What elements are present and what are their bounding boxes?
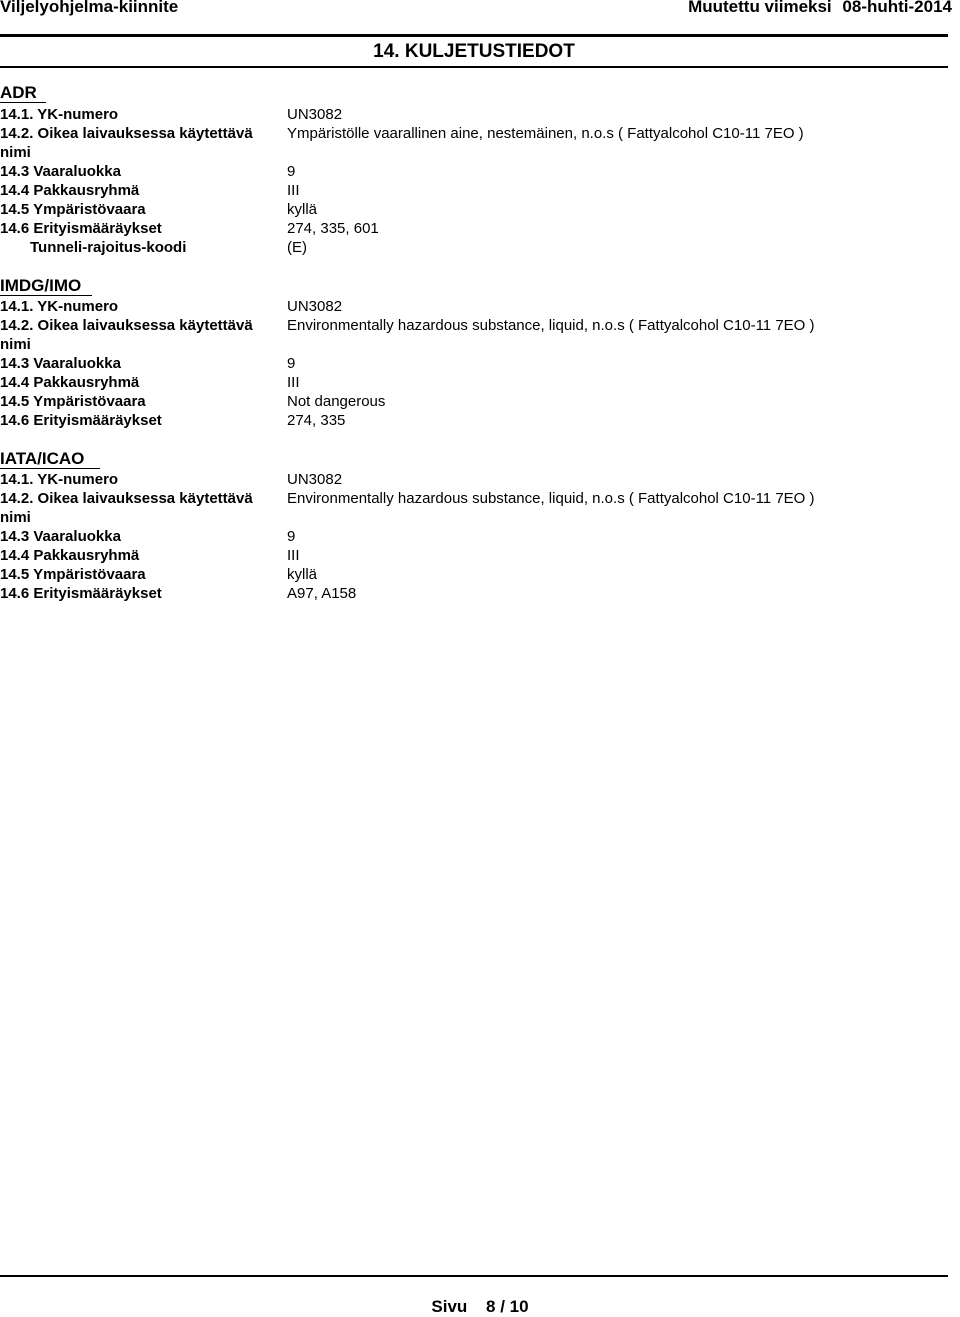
imdg-class-label: 14.3 Vaaraluokka bbox=[0, 355, 121, 372]
imdg-special-label: 14.6 Erityismääräykset bbox=[0, 412, 162, 429]
imdg-un-label: 14.1. YK-numero bbox=[0, 298, 119, 315]
imdg-pack-label: 14.4 Pakkausryhmä bbox=[0, 374, 140, 391]
imdg-class-value: 9 bbox=[287, 355, 296, 372]
iata-un-label: 14.1. YK-numero bbox=[0, 471, 119, 488]
adr-pack-label: 14.4 Pakkausryhmä bbox=[0, 182, 140, 199]
section-title: 14. KULJETUSTIEDOT bbox=[373, 41, 575, 62]
adr-name-label: 14.2. Oikea laivauksessa käytettävä bbox=[0, 125, 253, 142]
modified-date: 08-huhti-2014 bbox=[842, 0, 952, 16]
adr-heading: ADR bbox=[0, 83, 37, 102]
imdg-env-value: Not dangerous bbox=[287, 393, 386, 410]
adr-un-label: 14.1. YK-numero bbox=[0, 106, 119, 123]
modified-label: Muutettu viimeksi bbox=[688, 0, 832, 16]
adr-tunnel-value: (E) bbox=[287, 239, 307, 256]
iata-class-label: 14.3 Vaaraluokka bbox=[0, 528, 121, 545]
imdg-heading: IMDG/IMO bbox=[0, 276, 82, 295]
adr-env-label: 14.5 Ympäristövaara bbox=[0, 201, 146, 218]
imdg-special-value: 274, 335 bbox=[287, 412, 346, 429]
adr-name-value: Ympäristölle vaarallinen aine, nestemäinen, n.o.s ( Fattyalcohol C10-11 7EO ) bbox=[287, 125, 804, 142]
imdg-un-value: UN3082 bbox=[287, 298, 343, 315]
adr-tunnel-label: Tunneli-rajoitus-koodi bbox=[30, 239, 187, 256]
imdg-heading-underline bbox=[0, 295, 92, 296]
document-title: Viljelyohjelma-kiinnite bbox=[0, 0, 179, 16]
section-title-rule bbox=[0, 66, 948, 68]
adr-name-cont: nimi bbox=[0, 144, 31, 161]
iata-name-label: 14.2. Oikea laivauksessa käytettävä bbox=[0, 490, 253, 507]
header-rule bbox=[0, 34, 948, 37]
footer-rule bbox=[0, 1275, 948, 1277]
iata-class-value: 9 bbox=[287, 528, 296, 545]
page-label: Sivu bbox=[431, 1297, 468, 1316]
iata-heading: IATA/ICAO bbox=[0, 449, 85, 468]
adr-env-value: kyllä bbox=[287, 201, 318, 218]
imdg-name-label: 14.2. Oikea laivauksessa käytettävä bbox=[0, 317, 253, 334]
modified-info bbox=[688, 0, 952, 17]
imdg-env-label: 14.5 Ympäristövaara bbox=[0, 393, 146, 410]
iata-heading-underline bbox=[0, 468, 100, 469]
imdg-name-value: Environmentally hazardous substance, liquid, n.o.s ( Fattyalcohol C10-11 7EO ) bbox=[287, 317, 815, 334]
iata-pack-value: III bbox=[287, 547, 300, 564]
imdg-name-cont: nimi bbox=[0, 336, 31, 353]
adr-class-label: 14.3 Vaaraluokka bbox=[0, 163, 121, 180]
adr-pack-value: III bbox=[287, 182, 300, 199]
page-footer bbox=[0, 1297, 960, 1317]
adr-special-label: 14.6 Erityismääräykset bbox=[0, 220, 162, 237]
page-number: 8 / 10 bbox=[486, 1297, 529, 1316]
adr-class-value: 9 bbox=[287, 163, 296, 180]
iata-special-value: A97, A158 bbox=[287, 585, 357, 602]
iata-name-cont: nimi bbox=[0, 509, 31, 526]
iata-name-value: Environmentally hazardous substance, liquid, n.o.s ( Fattyalcohol C10-11 7EO ) bbox=[287, 490, 815, 507]
iata-un-value: UN3082 bbox=[287, 471, 343, 488]
adr-special-value: 274, 335, 601 bbox=[287, 220, 379, 237]
iata-env-label: 14.5 Ympäristövaara bbox=[0, 566, 146, 583]
iata-env-value: kyllä bbox=[287, 566, 318, 583]
iata-pack-label: 14.4 Pakkausryhmä bbox=[0, 547, 140, 564]
adr-un-value: UN3082 bbox=[287, 106, 343, 123]
adr-heading-underline bbox=[0, 102, 46, 103]
iata-special-label: 14.6 Erityismääräykset bbox=[0, 585, 162, 602]
imdg-pack-value: III bbox=[287, 374, 300, 391]
